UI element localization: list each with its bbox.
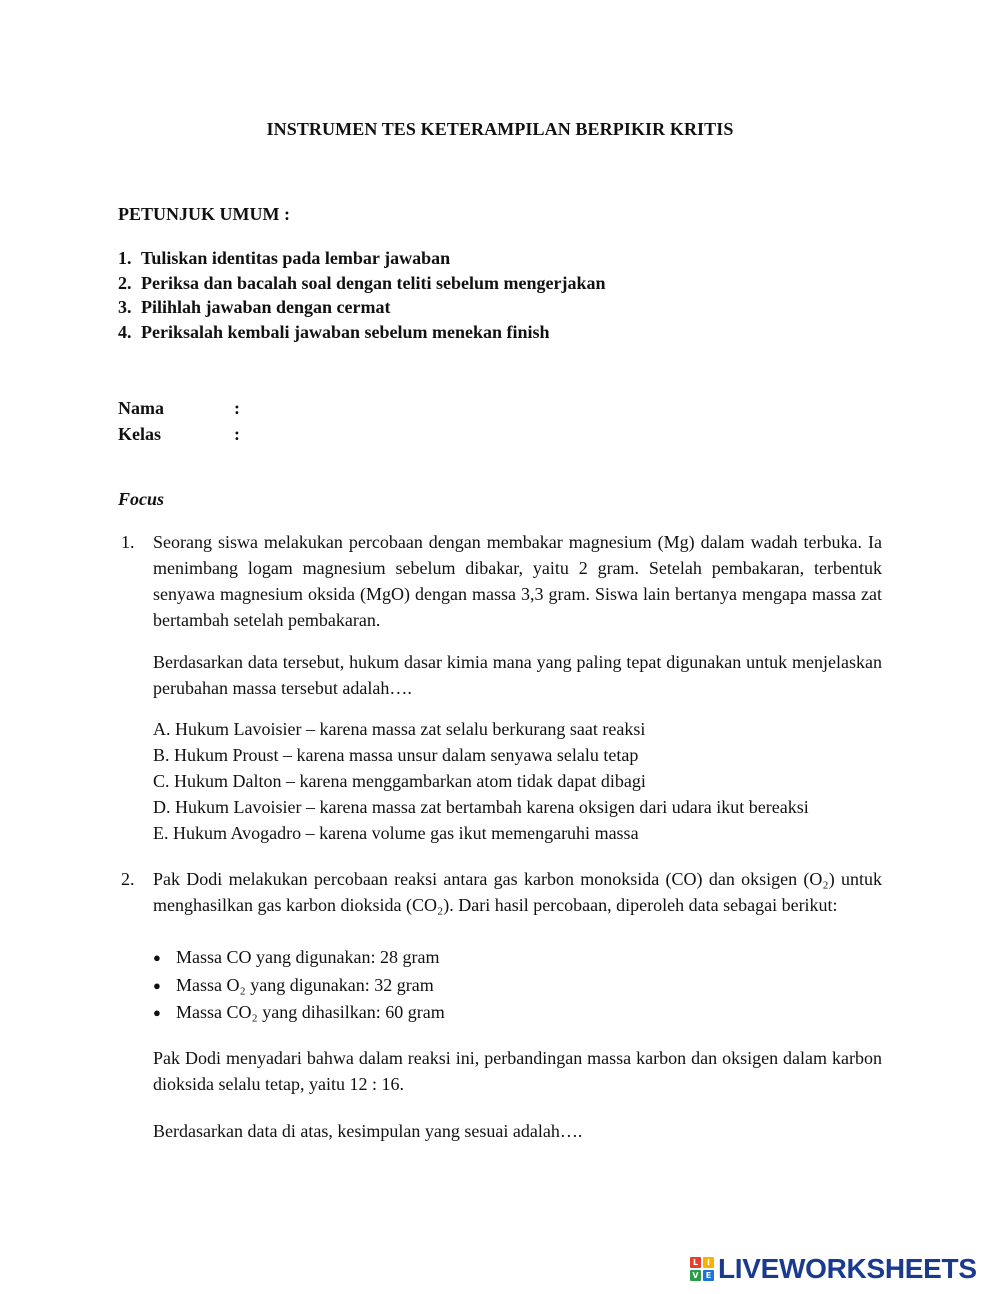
- name-row: [118, 395, 240, 421]
- question-2-data-list: [153, 944, 445, 1027]
- instruction-item: 3. Pilihlah jawaban dengan cermat: [118, 297, 391, 317]
- class-label: Kelas: [118, 424, 161, 444]
- bullet-icon: ●: [153, 977, 161, 993]
- instruction-item: 1. Tuliskan identitas pada lembar jawaban: [118, 248, 451, 268]
- section-heading: Focus: [118, 489, 165, 509]
- logo-tile: L: [690, 1257, 701, 1268]
- answer-option[interactable]: C. Hukum Dalton – karena menggambarkan atom tidak dapat dibagi: [153, 771, 646, 791]
- data-item: ● Massa CO₂ yang dihasilkan: 60 gram: [153, 999, 445, 1027]
- name-label: Nama: [118, 398, 164, 418]
- question-2-stem: Pak Dodi melakukan percobaan reaksi antara gas karbon monoksida (CO) dan oksigen (O₂) untuk menghasilkan gas karbon dioksida (CO₂). Dari hasil percobaan, diperoleh data sebagai berikut:: [153, 869, 882, 915]
- document-title: INSTRUMEN TES KETERAMPILAN BERPIKIR KRITIS: [266, 119, 734, 139]
- general-instructions-heading: PETUNJUK UMUM :: [118, 204, 290, 224]
- liveworksheets-logo: [690, 1254, 977, 1284]
- class-colon: :: [234, 424, 240, 444]
- instruction-item: 4. Periksalah kembali jawaban sebelum menekan finish: [118, 321, 550, 342]
- answer-option[interactable]: D. Hukum Lavoisier – karena massa zat bertambah karena oksigen dari udara ikut bereaksi: [153, 797, 809, 817]
- answer-option[interactable]: A. Hukum Lavoisier – karena massa zat selalu berkurang saat reaksi: [153, 719, 646, 739]
- logo-tile: E: [703, 1270, 714, 1281]
- question-1-stem: Seorang siswa melakukan percobaan dengan membakar magnesium (Mg) dalam wadah terbuka. Ia menimbang logam magnesium sebelum dibakar, yaitu 2 gram. Setelah pembakaran, terbentuk senyawa magnesium oksida (MgO) dengan massa 3,3 gram. Siswa lain bertanya mengapa massa zat bertambah setelah pembakaran.: [153, 532, 882, 630]
- data-item: ● Massa CO yang digunakan: 28 gram: [153, 944, 445, 972]
- answer-option[interactable]: B. Hukum Proust – karena massa unsur dalam senyawa selalu tetap: [153, 745, 639, 765]
- class-row: [118, 421, 240, 447]
- instruction-item: 2. Periksa dan bacalah soal dengan teliti sebelum mengerjakan: [118, 272, 606, 293]
- logo-tiles: [690, 1257, 714, 1281]
- question-1-number: 1.: [121, 532, 135, 552]
- logo-tile: V: [690, 1270, 701, 1281]
- question-2-prompt: Berdasarkan data di atas, kesimpulan yang sesuai adalah….: [153, 1121, 583, 1141]
- answer-option[interactable]: E. Hukum Avogadro – karena volume gas ikut memengaruhi massa: [153, 823, 639, 843]
- question-1-options: [153, 716, 809, 846]
- general-instructions-list: [118, 246, 606, 344]
- name-colon: :: [234, 398, 240, 418]
- question-2-note: Pak Dodi menyadari bahwa dalam reaksi ini, perbandingan massa karbon dan oksigen dalam karbon dioksida selalu tetap, yaitu 12 : 16.: [153, 1048, 882, 1094]
- logo-tile: I: [703, 1257, 714, 1268]
- identity-block: [118, 395, 240, 447]
- logo-text: LIVEWORKSHEETS: [718, 1253, 977, 1284]
- bullet-icon: ●: [153, 950, 161, 965]
- question-2-number: 2.: [121, 869, 135, 889]
- bullet-icon: ●: [153, 1005, 161, 1020]
- data-item: ● Massa O₂ yang digunakan: 32 gram: [153, 972, 445, 1000]
- question-1-prompt: Berdasarkan data tersebut, hukum dasar kimia mana yang paling tepat digunakan untuk menjelaskan perubahan massa tersebut adalah….: [153, 652, 882, 698]
